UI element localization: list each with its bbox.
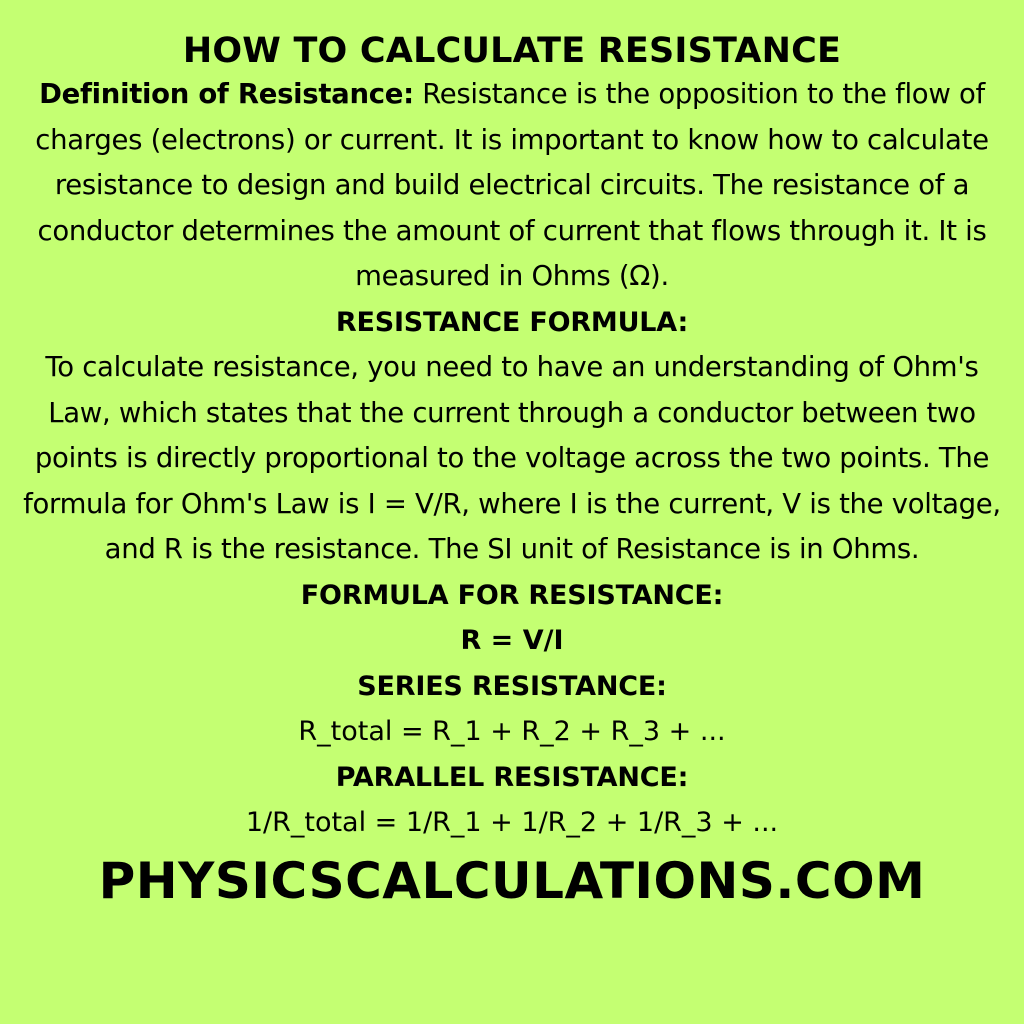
parallel-resistance-formula: 1/R_total = 1/R_1 + 1/R_2 + 1/R_3 + ... (245, 807, 779, 838)
series-resistance-heading: SERIES RESISTANCE: (357, 670, 667, 702)
page-title: HOW TO CALCULATE RESISTANCE (182, 31, 842, 71)
formula-for-resistance-heading: FORMULA FOR RESISTANCE: (300, 579, 724, 611)
site-url: PHYSICSCALCULATIONS.COM (98, 851, 926, 910)
parallel-resistance-heading: PARALLEL RESISTANCE: (335, 761, 689, 793)
series-resistance-formula: R_total = R_1 + R_2 + R_3 + ... (298, 716, 726, 747)
definition-text: Resistance is the opposition to the flow of charges (electrons) or current. It is important to know how to calculate resistance to design and build electrical circuits. The resistance of a conductor determines the amount of current that flows through it. It is measured in Ohms (Ω). (35, 78, 989, 292)
ohms-law-paragraph: To calculate resistance, you need to have an understanding of Ohm's Law, which states that the current through a conductor between two points is directly proportional to the voltage across the two points. The formula for Ohm's Law is I = V/R, where I is the current, V is the voltage, and R is the resistance. The SI unit of Resistance is in Ohms. (23, 351, 1001, 565)
resistance-formula: R = V/I (460, 625, 564, 656)
resistance-formula-heading: RESISTANCE FORMULA: (335, 306, 689, 338)
definition-label: Definition of Resistance: (39, 78, 414, 110)
definition-paragraph (18, 72, 1006, 300)
